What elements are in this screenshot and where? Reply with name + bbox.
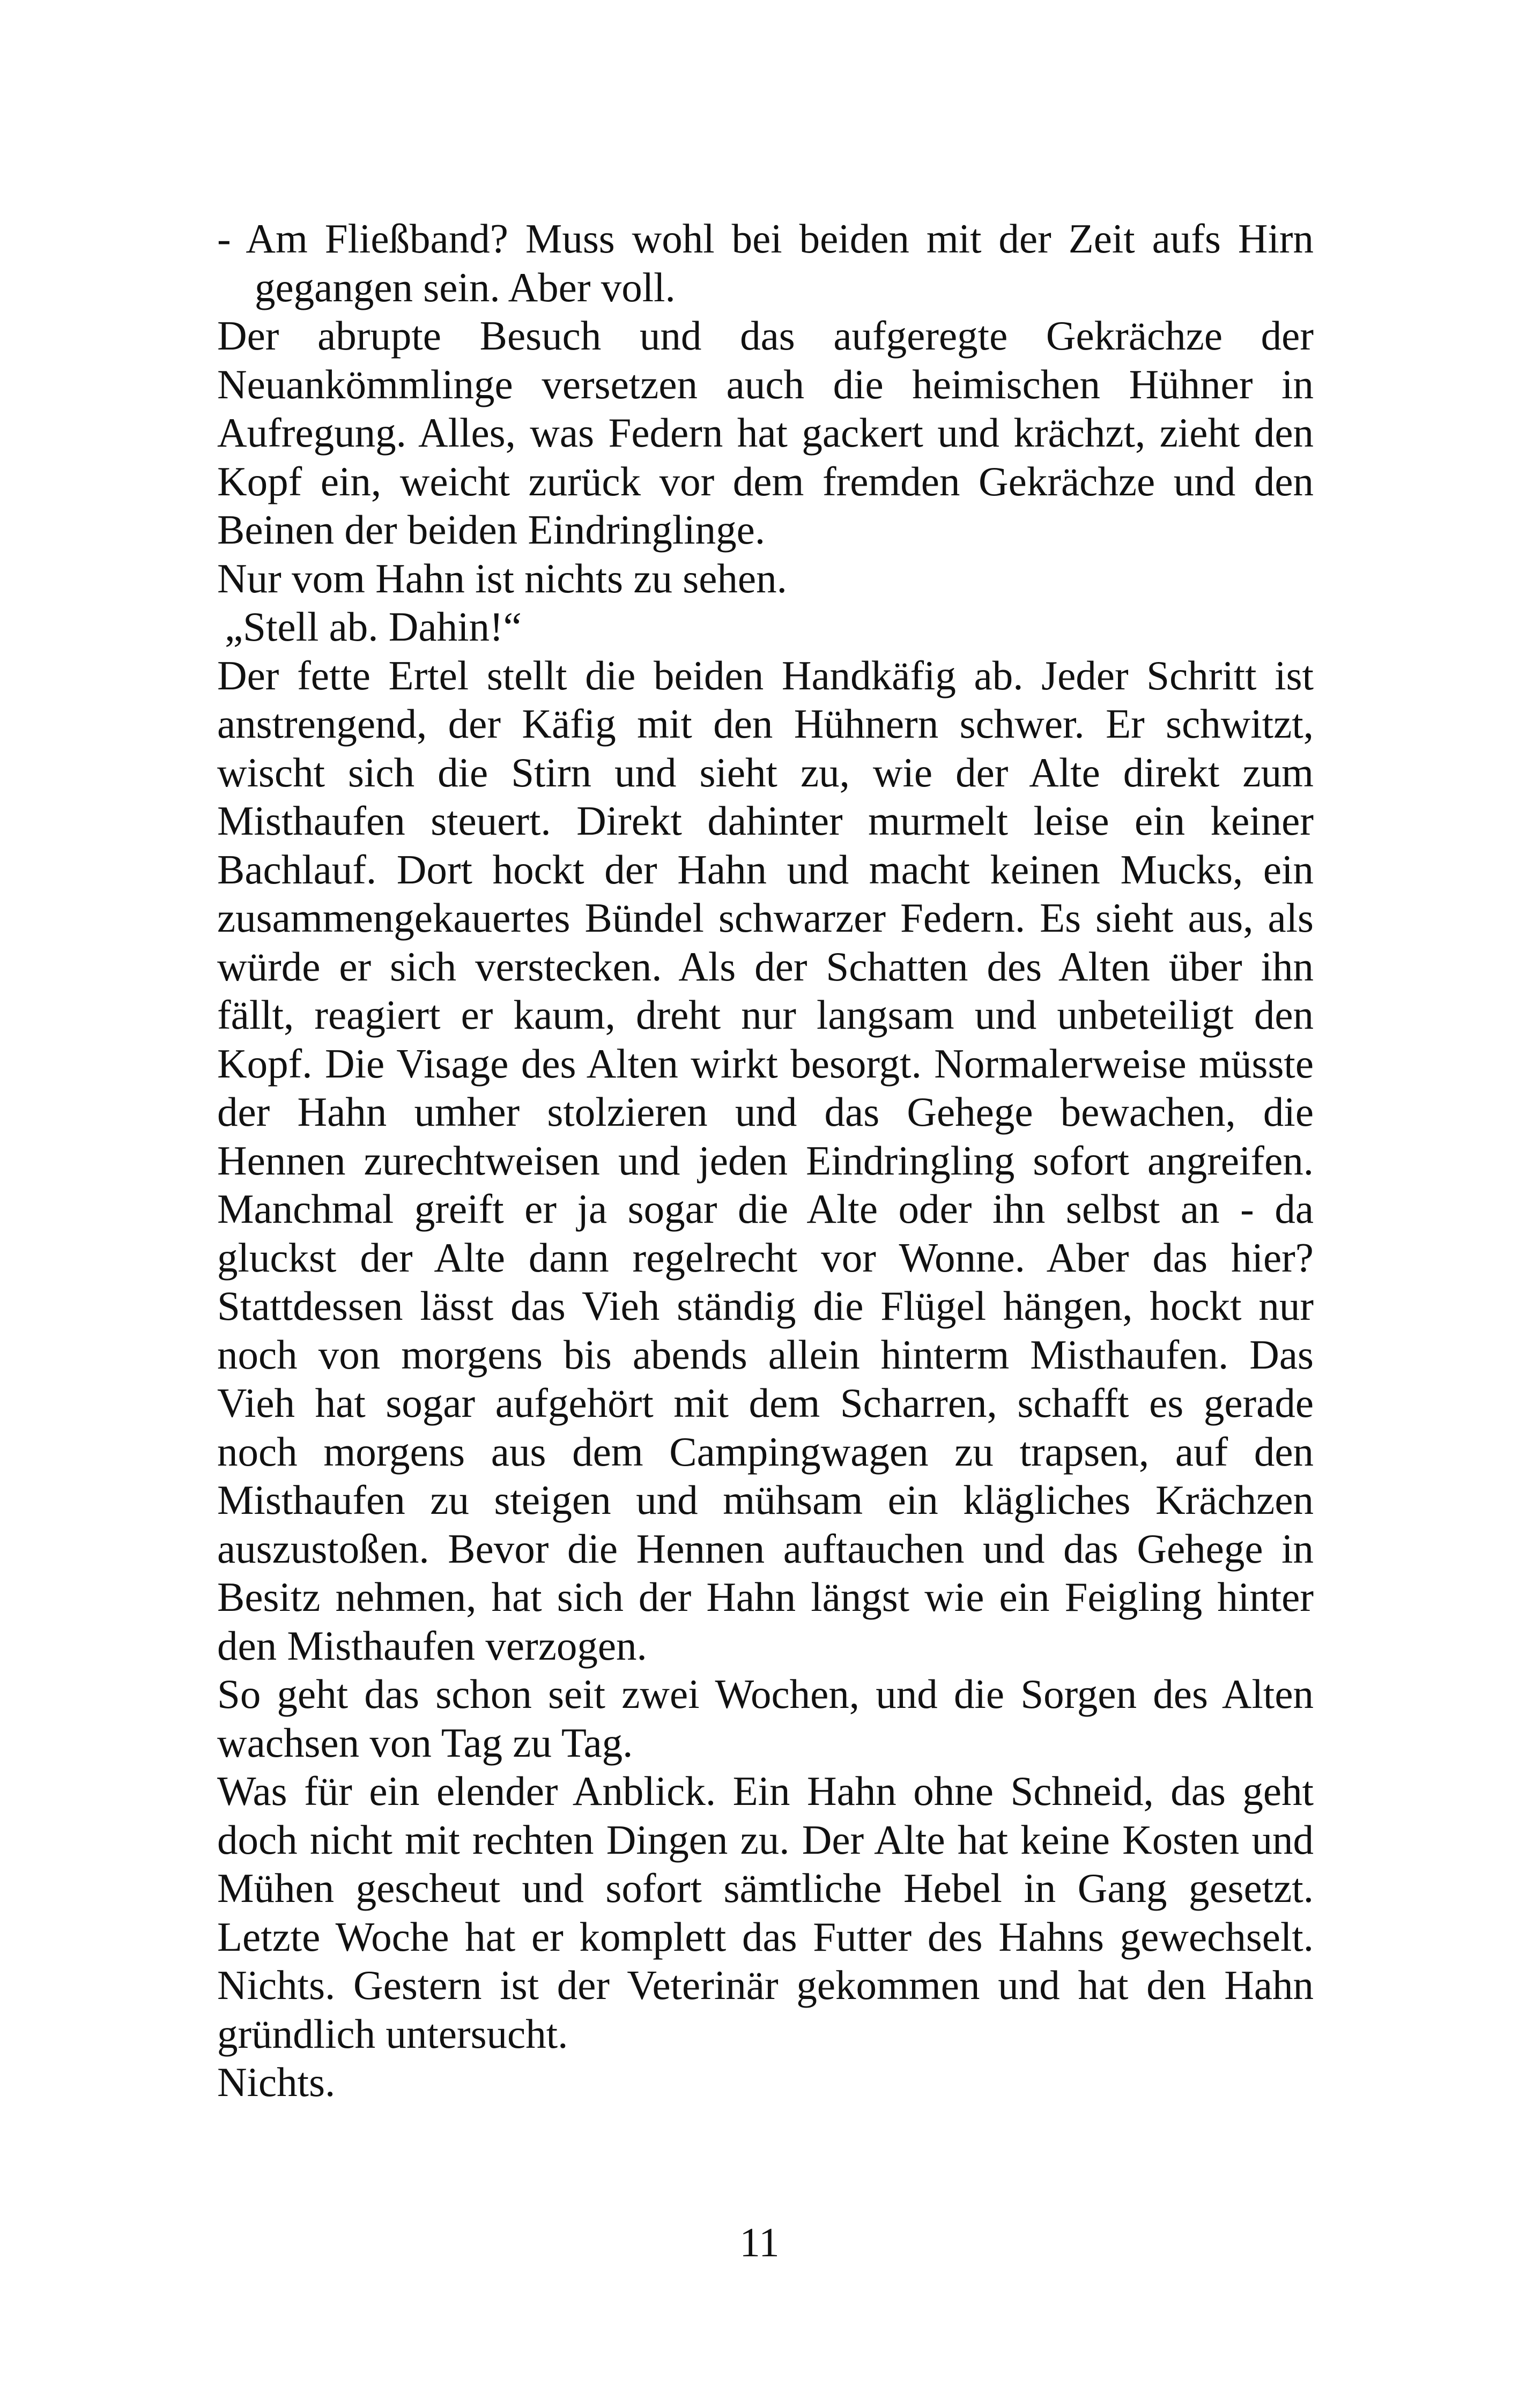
- paragraph-quote: „Stell ab. Dahin!“: [225, 604, 522, 650]
- paragraph-dialog: - Am Fließband? Muss wohl bei beiden mit der Zeit aufs Hirn gegangen sein. Aber voll.: [217, 215, 1314, 310]
- body-text: [217, 214, 1314, 2107]
- paragraph: So geht das schon seit zwei Wochen, und die Sorgen des Alten wachsen von Tag zu Tag.: [217, 1671, 1314, 1766]
- paragraph: Der fette Ertel stellt die beiden Handkäfig ab. Jeder Schritt ist anstrengend, der Käfig mit den Hühnern schwer. Er schwitzt, wischt sich die Stirn und sieht zu, wie der Alte direkt zum Misthaufen steuert. Direkt dahinter murmelt leise ein keiner Bachlauf. Dort hockt der Hahn und macht keinen Mucks, ein zusammengekauertes Bündel schwarzer Federn. Es sieht aus, als würde er sich verstecken. Als der Schatten des Alten über ihn fällt, reagiert er kaum, dreht nur langsam und unbeteiligt den Kopf. Die Visage des Alten wirkt besorgt. Normalerweise müsste der Hahn umher stolzieren und das Gehege bewachen, die Hennen zurechtweisen und jeden Eindringling sofort angreifen. Manchmal greift er ja sogar die Alte oder ihn selbst an - da gluckst der Alte dann regelrecht vor Wonne. Aber das hier? Stattdessen lässt das Vieh ständig die Flügel hängen, hockt nur noch von morgens bis abends allein hinterm Misthaufen. Das Vieh hat sogar aufgehört mit dem Scharren, schafft es gerade noch morgens aus dem Campingwagen zu trapsen, auf den Misthaufen zu steigen und mühsam ein klägliches Krächzen auszustoßen. Bevor die Hennen auftauchen und das Gehege in Besitz nehmen, hat sich der Hahn längst wie ein Feigling hinter den Misthaufen verzogen.: [217, 652, 1314, 1669]
- paragraph: Der abrupte Besuch und das aufgeregte Gekrächze der Neuankömmlinge versetzen auch die heimischen Hühner in Aufregung. Alles, was Federn hat gackert und krächzt, zieht den Kopf ein, weicht zurück vor dem fremden Gekrächze und den Beinen der beiden Eindringlinge.: [217, 313, 1314, 553]
- paragraph: Nichts.: [217, 2059, 336, 2105]
- page-number: 11: [739, 2219, 780, 2265]
- paragraph: Was für ein elender Anblick. Ein Hahn ohne Schneid, das geht doch nicht mit rechten Dingen zu. Der Alte hat keine Kosten und Mühen gescheut und sofort sämtliche Hebel in Gang gesetzt. Letzte Woche hat er komplett das Futter des Hahns gewechselt. Nichts. Gestern ist der Veterinär gekommen und hat den Hahn gründlich untersucht.: [217, 1768, 1314, 2057]
- paragraph: Nur vom Hahn ist nichts zu sehen.: [217, 555, 787, 601]
